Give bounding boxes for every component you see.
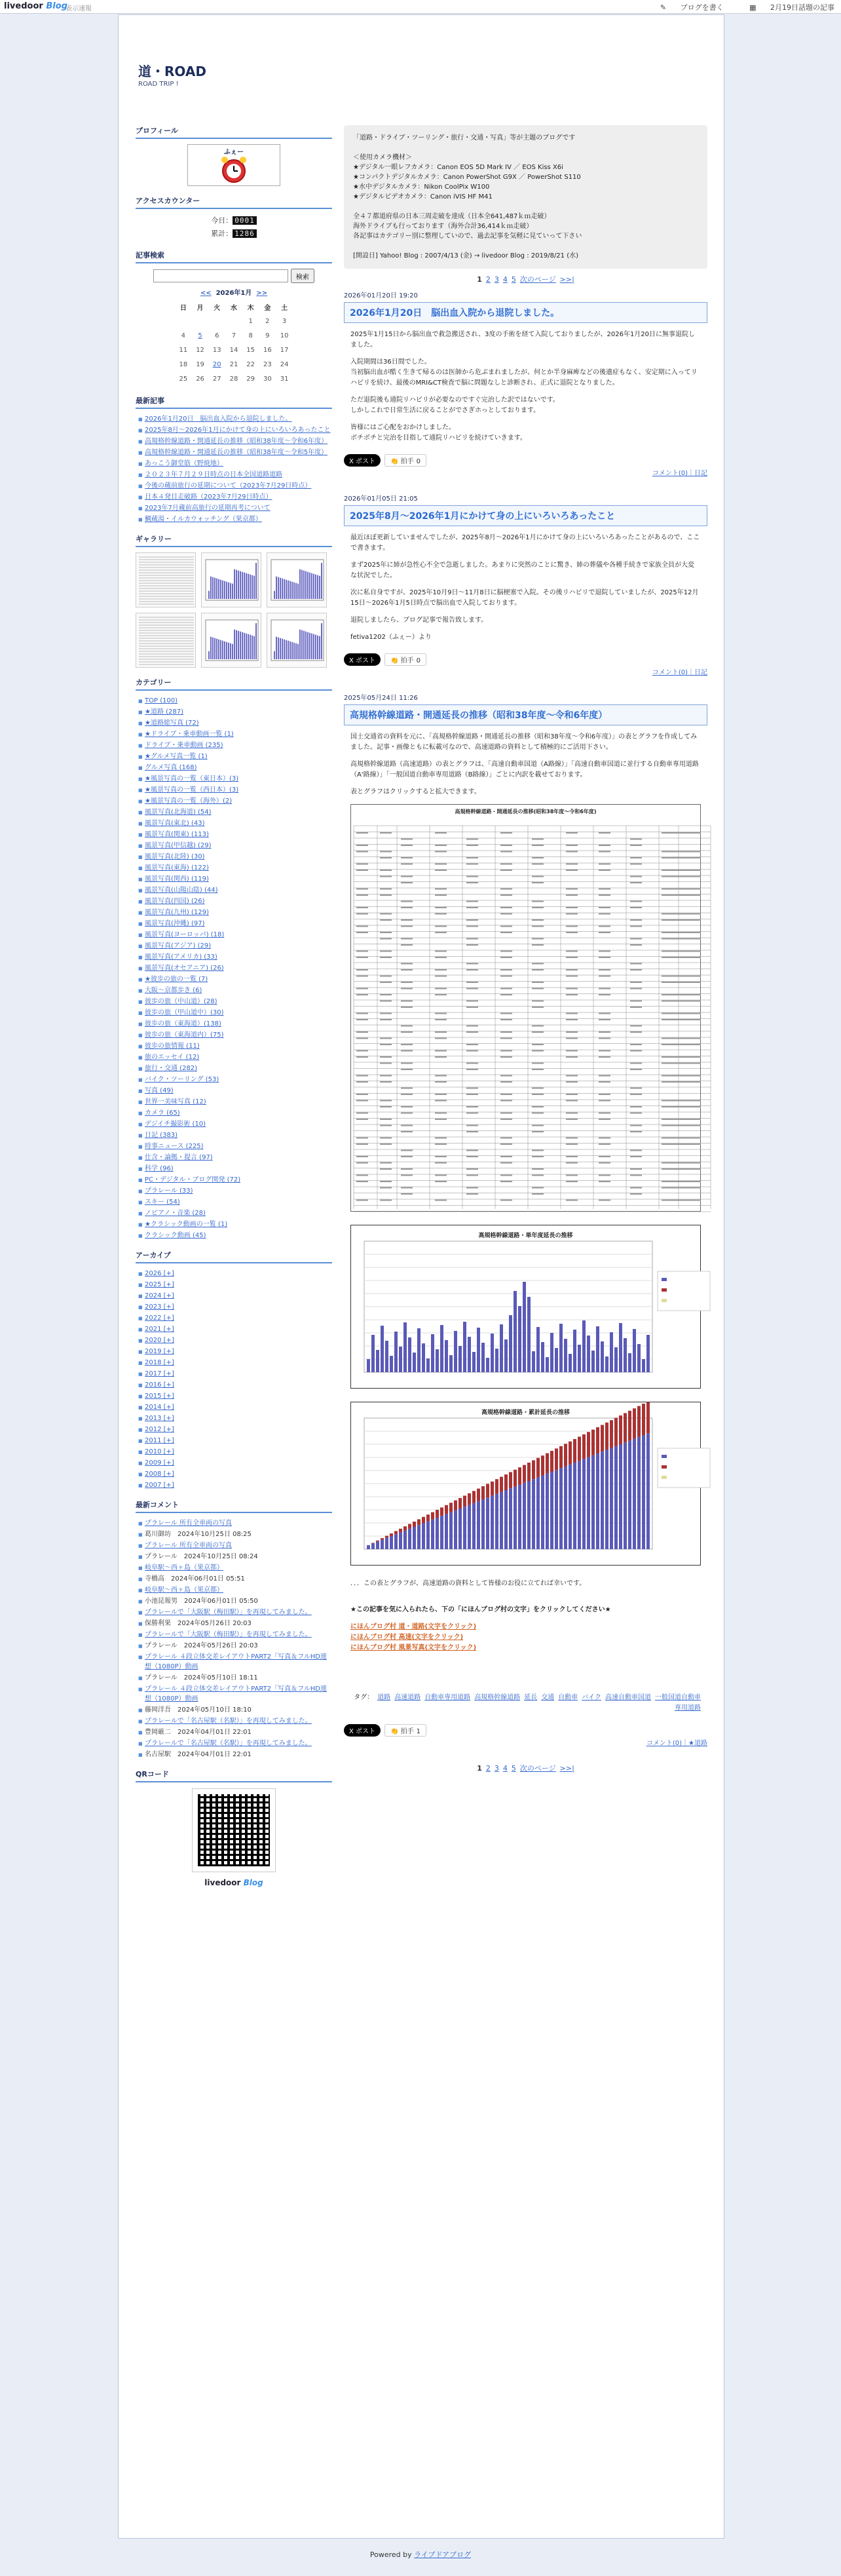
calendar-day: 26 [196,375,204,383]
recent-post-link[interactable]: ■ 2023年7月蔵前高旅行の延期再考について [145,503,332,513]
calendar-day: 16 [263,346,272,354]
post-paragraph: 高規格幹線道路（高速道路）の表とグラフは、「高速自動車国道（A路線）」「高速自動車国道に並行する自動車専用道路（A'路線）」「一般国道自動車専用道路（B路線）」ごとに内訳を載せております。 [350,761,699,779]
counter-section [136,195,332,240]
calendar-month: 2026年1月 [215,290,252,297]
blog-post [344,290,707,477]
calendar-grid [175,299,293,386]
archive-year-link[interactable]: ■ 2026 [+] [145,1269,332,1278]
thumbnail-graphic [202,613,261,667]
calendar-day-header: 火 [214,304,221,312]
thumbnail-graphic [202,553,261,607]
category-link[interactable]: ■ 時事ニュース (225) [145,1142,332,1151]
post-date: 2026年01月05日 21:05 [344,495,418,503]
archive-year-link[interactable]: ■ 2009 [+] [145,1458,332,1468]
post-paragraph: 退院しましたら、ブログ記事で報告致します。 [350,617,488,624]
calendar-day[interactable]: 5 [198,332,202,339]
x-post-button[interactable]: X ポスト [344,1724,381,1737]
comment-meta: ■ 名古屋駅 2024年04月01日 22:01 [145,1750,332,1759]
comment-meta: ■ 葛川御坊 2024年10月25日 08:25 [145,1529,332,1539]
calendar-day: 30 [263,375,272,383]
page-link[interactable]: 2 [485,275,491,284]
category-link[interactable]: ■ 風景写真(関西) (119) [145,874,332,884]
blog-post [344,692,707,1747]
profile-section [136,125,332,186]
chart-image-2[interactable] [350,1402,701,1566]
comment-post-link[interactable]: ■ プラレールで「大阪駅（梅田駅）」を再現してみました。 [145,1630,332,1640]
comments-section [136,1499,332,1759]
page-link[interactable]: 3 [494,1764,499,1773]
tag-link[interactable]: 自動車専用道路 [424,1694,471,1701]
archive-heading: アーカイブ [136,1250,332,1263]
calendar-day: 12 [196,346,204,354]
category-link[interactable]: ■ ★風景写真の一覧（西日本）(3) [145,785,332,795]
extension-table-image[interactable] [350,804,701,1212]
gallery-thumbnail[interactable] [136,552,196,607]
thumbnail-graphic [136,553,196,607]
tag-link[interactable]: 道路 [377,1694,391,1701]
category-link[interactable]: ■ 科学 (96) [145,1164,332,1174]
calendar-day[interactable]: 20 [212,360,221,368]
comment-post-link[interactable]: ■ プラレール 所有全車両の写真 [145,1541,332,1550]
blog-container [118,14,724,2539]
post-list [344,290,707,1747]
calendar-day: 22 [246,360,255,368]
archive-year-link[interactable]: ■ 2024 [+] [145,1291,332,1301]
calendar-day: 10 [280,332,289,339]
archive-year-link[interactable]: ■ 2015 [+] [145,1391,332,1401]
archive-year-link[interactable]: ■ 2025 [+] [145,1280,332,1290]
profile-name: ふぇー [224,149,244,156]
page-link[interactable]: 3 [494,275,499,284]
archive-year-link[interactable]: ■ 2017 [+] [145,1369,332,1379]
category-link[interactable]: ■ ★道路総写真 (72) [145,718,332,728]
profile-image[interactable] [187,144,280,186]
ranking-link[interactable]: にほんブログ村 高速(文字をクリック) [350,1634,464,1641]
pager-bottom [344,1763,707,1773]
category-link[interactable]: ■ ドライブ・乗車動画 (235) [145,740,332,750]
calendar-day: 28 [229,375,238,383]
post-footer-links[interactable]: コメント(0)｜日記 [652,669,707,676]
share-buttons [344,1724,707,1737]
post-title[interactable]: 2026年1月20日 脳出血入院から退院しました。 [344,302,707,323]
livedoor-footer-logo[interactable]: livedoor Blog [204,1878,263,1887]
category-link[interactable]: ■ 風景写真(アメリカ) (33) [145,952,332,962]
like-button[interactable]: 👏 拍手 0 [384,454,426,467]
blog-intro: 「道路・ドライブ・ツーリング・旅行・交通・写真」等が主題のブログです ＜使用カメラ機材＞ ★デジタル一眼レフカメラ：Canon EOS 5D Mark IV ／ EOS Kiss X6i ★コンパクトデジタルカメラ：Canon PowerShot G9X ／ PowerShot S110 ★水中デジタルカメラ：Nikon CoolPix W100 ★デジタルビデオカメラ：Canon iVIS HF M41 全４７都道府県の日本三周走破を達成（日本全641,487ｋｍ走破） 海外ドライブも行っております（海外合計36,414ｋｍ走破） 各記事はカテゴリー別に整理していので、過去記事を気軽に見ていって下さい [開設日] Yahoo! Blog : 2007/4/13 (金) → livedoor Blog : 2019/8/21 (水) [344,125,707,269]
calendar-day: 9 [265,332,270,339]
chart-image-1[interactable] [350,1225,701,1389]
comment-post-link[interactable]: ■ プラレールで「名古屋駅（名駅）」を再現してみました。 [145,1739,332,1748]
calendar-icon: ▦ [749,3,757,12]
comment-meta: ■ プラレール 2024年10月25日 08:24 [145,1552,332,1562]
blog-post [344,493,707,676]
archive-year-link[interactable]: ■ 2013 [+] [145,1413,332,1423]
post-paragraph: 国土交通省の資料を元に、「高規格幹線道路・開通延長の推移（昭和38年度〜令和6年度）」の表とグラフを作成してみました。記事・画像ともに転載可なので、高速道路の資料として積極的にご活用下さい。 [350,733,698,751]
archive-year-link[interactable]: ■ 2010 [+] [145,1447,332,1457]
post-paragraph: まず2025年に姉が急性心不全で急逝しました。あまりに突然のことに驚き、姉の葬儀や各種手続きで家族全員が大変な状況でした。 [350,562,695,579]
category-link[interactable]: ■ 彼歩の旅（東海道内）(75) [145,1030,332,1040]
search-button[interactable]: 検索 [291,269,314,283]
archive-year-link[interactable]: ■ 2014 [+] [145,1402,332,1412]
recent-list [136,414,332,524]
recent-post-link[interactable]: ■ 鯛蔵湯・イルカウォッチング（果京都） [145,514,332,524]
powered-link[interactable]: ライブドアブログ [414,2550,472,2559]
calendar-day: 19 [196,360,204,368]
calendar-day [208,314,225,328]
recent-post-link[interactable]: ■ あっこう御堂筋（野焼地） [145,459,332,469]
livedoor-logo[interactable]: livedoor Blog [4,1,67,11]
category-link[interactable]: ■ ★彼歩の旅の一覧 (7) [145,974,332,984]
chart-graphic [351,1225,713,1387]
tag-link[interactable]: 交通 [541,1694,555,1701]
gallery-thumbnail[interactable] [267,552,327,607]
calendar-day [225,314,242,328]
category-link[interactable]: ■ ★クラシック動画の一覧 (1) [145,1220,332,1229]
category-link[interactable]: ■ 彼歩の旅（甲山道中）(30) [145,1008,332,1018]
page-link[interactable]: 1 [477,275,482,284]
calendar-day: 18 [179,360,188,368]
post-title[interactable]: 高規格幹線道路・開通延長の推移（昭和38年度〜令和6年度） [344,704,707,725]
search-heading: 記事検索 [136,250,332,263]
calendar-day: 23 [263,360,272,368]
tag-link[interactable]: 高速道路 [394,1694,421,1701]
alarm-clock-icon [214,154,253,185]
counter-today: 今日： 0001 [136,214,332,227]
counter-heading: アクセスカウンター [136,195,332,209]
calendar-day: 24 [280,360,289,368]
comment-meta: ■ プラレール 2024年05月26日 20:03 [145,1641,332,1651]
category-link[interactable]: ■ プラレール (33) [145,1186,332,1196]
post-paragraph: ただ退院後も通院リハビリが必要なのですぐ完治した訳ではないです。 しかしこれで日常生活に戻ることがでさぎホっとしております。 [350,396,559,414]
topic-link[interactable]: ▦ 2月19日話題の記事 [749,3,834,12]
post-paragraph: 次に私自身ですが、2025年10月9日〜11月8日に脳梗塞で入院。その後リハビリで退院していましたが、2025年12月15日〜2026年1月5日時点で脳出血で入院しております。 [350,589,699,607]
category-link[interactable]: ■ 風景写真(四国) (26) [145,896,332,906]
chart-title: 高規格幹線道路・累計延長の推移 [481,1410,570,1416]
calendar-day: 29 [246,375,255,383]
x-post-button[interactable]: X ポスト [344,454,381,467]
qr-heading: QRコード [136,1769,332,1782]
category-link[interactable]: ■ 風景写真(沖縄) (97) [145,919,332,929]
comment-post-link[interactable]: ■ プラレールで「名古屋駅（名駅）」を再現してみました。 [145,1716,332,1726]
archive-section [136,1250,332,1490]
category-link[interactable]: ■ 彼歩の旅（中山道）(28) [145,997,332,1007]
category-link[interactable]: ■ 彼歩の旅（東海道）(138) [145,1019,332,1029]
chart-graphic [351,1402,713,1564]
tag-link[interactable]: 高速自動車国道 [605,1694,651,1701]
category-link[interactable]: ■ 旅行・交通 (282) [145,1064,332,1073]
blog-subtitle: ROAD TRIP ! [138,81,179,88]
archive-year-link[interactable]: ■ 2016 [+] [145,1380,332,1390]
comment-meta: ■ 小池昆報男 2024年06月01日 05:50 [145,1596,332,1606]
calendar-day: 14 [229,346,238,354]
post-body [344,533,707,643]
table-title: 高規格幹線道路・開通延長の推移(昭和38年度〜令和6年度) [455,809,597,815]
clap-icon: 👏 [390,458,401,465]
post-footer-links[interactable]: コメント(0)｜日記 [652,470,707,477]
tag-link[interactable]: 延長 [524,1694,538,1701]
comment-meta: ■ 豊岡厳二 2024年04月01日 22:01 [145,1727,332,1737]
share-buttons [344,653,707,666]
calendar-day: 31 [280,375,289,383]
page-link[interactable]: 4 [502,275,508,284]
ranking-link[interactable]: にほんブログ村 風景写真(文字をクリック) [350,1644,477,1651]
category-link[interactable]: ■ 風景写真(アジア) (29) [145,941,332,951]
archive-year-link[interactable]: ■ 2020 [+] [145,1336,332,1345]
top-bar [0,0,841,14]
table-grid [351,819,713,1212]
post-date: 2025年05月24日 11:26 [344,695,418,702]
comment-meta: ■ 藤岡洋吾 2024年05月10日 18:10 [145,1705,332,1715]
post-paragraph: 表とグラフはクリックすると拡大できます。 [350,788,481,796]
category-link[interactable]: ■ クラシック動画 (45) [145,1231,332,1240]
post-paragraph: fetiva1202（ふぇー）より [350,634,432,641]
calendar-day: 8 [248,332,253,339]
tag-link[interactable]: 高規格幹線道路 [474,1694,521,1701]
gallery-grid [136,552,332,668]
next-page-link[interactable]: 次のページ [519,1764,556,1773]
tag-link[interactable]: 一般国道自動車専用道路 [655,1694,701,1712]
like-button[interactable]: 👏 拍手 1 [384,1724,426,1737]
ranking-heading: ★この記事を気に入られたら、下の「にほんブログ村の文字」をクリックしてください★ [350,1606,611,1613]
powered-by: Powered by ライブドアブログ [369,2550,472,2559]
category-link[interactable]: ■ 風景写真(関東) (113) [145,830,332,839]
post-date: 2026年01月20日 19:20 [344,292,418,299]
sidebar [136,125,332,1896]
category-link[interactable]: ■ 風景写真(東海) (122) [145,863,332,873]
post-closing: ．．．この表とグラフが、高速道路の資料として皆様のお役に立てれば幸いです。 [350,1580,586,1587]
write-blog-link[interactable]: ✎ ブログを書く [660,3,724,12]
archive-year-link[interactable]: ■ 2007 [+] [145,1480,332,1490]
thumbnail-graphic [267,553,327,607]
calendar-next[interactable]: >> [256,290,268,297]
last-page-link[interactable]: >>| [559,275,574,284]
category-link[interactable]: ■ 風景写真(北海道) (54) [145,807,332,817]
archive-year-link[interactable]: ■ 2021 [+] [145,1324,332,1334]
page-link[interactable]: 4 [502,1764,508,1773]
category-link[interactable]: ■ TOP (100) [145,696,332,706]
calendar-day [192,314,209,328]
page-link[interactable]: 1 [477,1764,482,1773]
calendar-day: 21 [229,360,238,368]
comment-post-link[interactable]: ■ プラレールで「大阪駅（梅田駅）」を再現してみました。 [145,1607,332,1617]
category-section [136,677,332,1240]
ranking-link[interactable]: にほんブログ村 道・道路(文字をクリック) [350,1623,477,1630]
calendar-day: 27 [212,375,221,383]
x-post-button[interactable]: X ポスト [344,653,381,666]
tag-link[interactable]: バイク [582,1694,601,1701]
category-link[interactable]: ■ ★道路 (287) [145,707,332,717]
recent-post-link[interactable]: ■ 高規格幹線道路・開通延長の推移（昭和38年度〜令和5年度） [145,448,332,457]
archive-year-link[interactable]: ■ 2018 [+] [145,1358,332,1368]
category-link[interactable]: ■ スキー (54) [145,1197,332,1207]
calendar-day: 3 [282,317,287,325]
blog-title[interactable]: 道・ROAD [138,64,206,79]
category-link[interactable]: ■ ノピアノ・音楽 (28) [145,1208,332,1218]
category-link[interactable]: ■ ★風景写真の一覧（東日本）(3) [145,774,332,784]
search-section [136,250,332,386]
calendar-prev[interactable]: << [200,290,212,297]
share-buttons [344,454,707,467]
post-title[interactable]: 2025年8月〜2026年1月にかけて身の上にいろいろあったこと [344,505,707,526]
comments-heading: 最新コメント [136,1499,332,1513]
comment-meta: ■ プラレール 2024年05月10日 18:11 [145,1673,332,1683]
calendar-day: 17 [280,346,289,354]
category-link[interactable]: ■ 風景写真(九州) (129) [145,908,332,917]
category-link[interactable]: ■ 風景写真(オセアニア) (26) [145,963,332,973]
recent-post-link[interactable]: ■ 2026年1月20日 脳出血入院から退院しました。 [145,414,332,424]
category-link[interactable]: ■ バイク・ツーリング (53) [145,1075,332,1085]
category-link[interactable]: ■ PC・デジタル・ブログ開発 (72) [145,1175,332,1185]
calendar-day: 1 [248,317,253,325]
next-page-link[interactable]: 次のページ [519,275,556,284]
recent-post-link[interactable]: ■ 2025年8月〜2026年1月にかけて身の上にいろいろあったこと [145,425,332,435]
post-body [344,732,707,1714]
category-link[interactable]: ■ 旅のエッセイ (12) [145,1052,332,1062]
archive-year-link[interactable]: ■ 2023 [+] [145,1302,332,1312]
category-link[interactable]: ■ 風景写真(ヨーロッパ) (18) [145,930,332,940]
comment-post-link[interactable]: ■ プラレール ４段立体交差レイアウトPART2「写真＆フルHD連想（1080P）動画 [145,1652,332,1672]
calendar-day-header: 木 [247,304,254,312]
gallery-thumbnail[interactable] [136,613,196,668]
comment-post-link[interactable]: ■ 岐阜駅〜西ヶ島（果京都） [145,1563,332,1573]
recent-post-link[interactable]: ■ 日本４発目走破路（2023年7月29日時点） [145,492,332,502]
category-link[interactable]: ■ カメラ (65) [145,1108,332,1118]
gallery-thumbnail[interactable] [201,613,261,668]
post-body [344,330,707,444]
category-link[interactable]: ■ グルメ写真 (168) [145,763,332,773]
profile-heading: プロフィール [136,125,332,139]
gallery-heading: ギャラリー [136,533,332,547]
gallery-thumbnail[interactable] [201,552,261,607]
category-link[interactable]: ■ 仕含・論拠・提言 (97) [145,1153,332,1163]
category-heading: カテゴリー [136,677,332,691]
recent-posts-section [136,395,332,524]
calendar-day: 7 [231,332,236,339]
recent-heading: 最新記事 [136,395,332,409]
gallery-thumbnail[interactable] [267,613,327,668]
chart-title: 高規格幹線道路・単年度延長の推移 [478,1233,573,1239]
archive-year-link[interactable]: ■ 2012 [+] [145,1425,332,1434]
calendar-day-header: 金 [264,304,271,312]
category-link[interactable]: ■ 風景写真(東北) (43) [145,818,332,828]
post-paragraph: 2025年1月15日から脳出血で救急搬送され、3度の手術を経て入院しておりましたが、2026年1月20日に無事退院しました。 [350,331,696,349]
archive-year-link[interactable]: ■ 2008 [+] [145,1469,332,1479]
calendar [175,287,293,386]
calendar-day-header: 日 [179,304,187,312]
page-link[interactable]: 5 [511,1764,516,1773]
calendar-day: 6 [215,332,219,339]
pager-top [344,274,707,284]
category-link[interactable]: ■ 写真 (49) [145,1086,332,1096]
post-paragraph: 最近ほぼ更新していませんでしたが、2025年8月〜2026年1月にかけて身の上にいろいろあったことがあるので、ここで書きます。 [350,534,700,552]
category-link[interactable]: ■ 世界一美味写真 (12) [145,1097,332,1107]
category-link[interactable]: ■ 風景写真(山陽山陰) (44) [145,885,332,895]
calendar-day: 15 [246,346,255,354]
archive-year-link[interactable]: ■ 2022 [+] [145,1313,332,1323]
post-paragraph: 皆様にはご心配をおかけしました。 ボチボチと完治を目指して通院リハビリを続けていきます。 [350,424,527,442]
calendar-day-header: 土 [281,304,288,312]
thumbnail-graphic [267,613,327,667]
category-link[interactable]: ■ 風景写真(北陸) (30) [145,852,332,862]
clap-icon: 👏 [390,657,401,664]
recent-post-link[interactable]: ■ 高規格幹線道路・開通延長の推移（昭和38年度〜令和6年度） [145,436,332,446]
category-link[interactable]: ■ 日記 (383) [145,1130,332,1140]
post-footer-links[interactable]: コメント(0)｜★道路 [646,1740,707,1747]
tags-label: タグ： [354,1694,374,1701]
calendar-day: 2 [265,317,270,325]
category-link[interactable]: ■ 彼歩の旅情報 (11) [145,1041,332,1051]
calendar-day-header: 水 [230,304,237,312]
category-link[interactable]: ■ ★ドライブ・乗車動画一覧 (1) [145,729,332,739]
page-link[interactable]: 5 [511,275,516,284]
comment-post-link[interactable]: ■ 岐阜駅〜西ヶ島（果京都） [145,1585,332,1595]
page-link[interactable]: 2 [485,1764,491,1773]
category-link[interactable]: ■ デジイチ撮影術 (10) [145,1119,332,1129]
pencil-icon: ✎ [660,3,667,12]
calendar-day: 11 [179,346,188,354]
archive-list [136,1269,332,1490]
counter-total: 累計： 1286 [136,227,332,240]
category-link[interactable]: ■ 風景写真(甲信越) (29) [145,841,332,851]
gallery-section [136,533,332,668]
comment-meta: ■ 保勝利果 2024年05月26日 20:03 [145,1619,332,1628]
tag-link[interactable]: 自動車 [558,1694,578,1701]
comments-list [136,1518,332,1759]
post-tags [350,1693,701,1714]
category-link[interactable]: ■ ★グルメ写真一覧 (1) [145,752,332,761]
comment-meta: ■ 寺橋高 2024年06月01日 05:51 [145,1574,332,1584]
calendar-day: 13 [212,346,221,354]
like-button[interactable]: 👏 拍手 0 [384,653,426,666]
qr-section [136,1769,332,1887]
main-content [344,125,707,1778]
category-link[interactable]: ■ ★風景写真の一覧（海外）(2) [145,796,332,806]
calendar-day: 4 [181,332,186,339]
post-paragraph: 入院期間は36日間でした。 当初脳出血が酷く生きて帰るのは医師から危ぶまれましたが、何とか半身麻痺などの後遺症もなく、安定期に入ってリハビリを続け、最後のMRI&CT検査で脳に問題なしと診断され、正式に退院となりました。 [350,358,698,387]
last-page-link[interactable]: >>| [559,1764,574,1773]
topbar-sub[interactable]: 表示速報 [65,5,92,12]
category-link[interactable]: ■ 大阪〜京都歩き (6) [145,986,332,995]
category-list [136,696,332,1240]
calendar-day-header: 月 [196,304,204,312]
recent-post-link[interactable]: ■ 今後の蔵前旅行の延期について（2023年7月29日時点） [145,481,332,491]
clap-icon: 👏 [390,1728,401,1735]
calendar-day: 25 [179,375,188,383]
archive-year-link[interactable]: ■ 2019 [+] [145,1347,332,1356]
calendar-day [175,314,192,328]
archive-year-link[interactable]: ■ 2011 [+] [145,1436,332,1446]
qr-code [193,1789,275,1872]
search-input[interactable] [153,269,288,282]
thumbnail-graphic [136,613,196,667]
comment-post-link[interactable]: ■ プラレール 所有全車両の写真 [145,1518,332,1528]
comment-post-link[interactable]: ■ プラレール ４段立体交差レイアウトPART2「写真＆フルHD連想（1080P）動画 [145,1684,332,1704]
recent-post-link[interactable]: ■ ２０２３年７月２９日時点の日本全国道路道路 [145,470,332,480]
